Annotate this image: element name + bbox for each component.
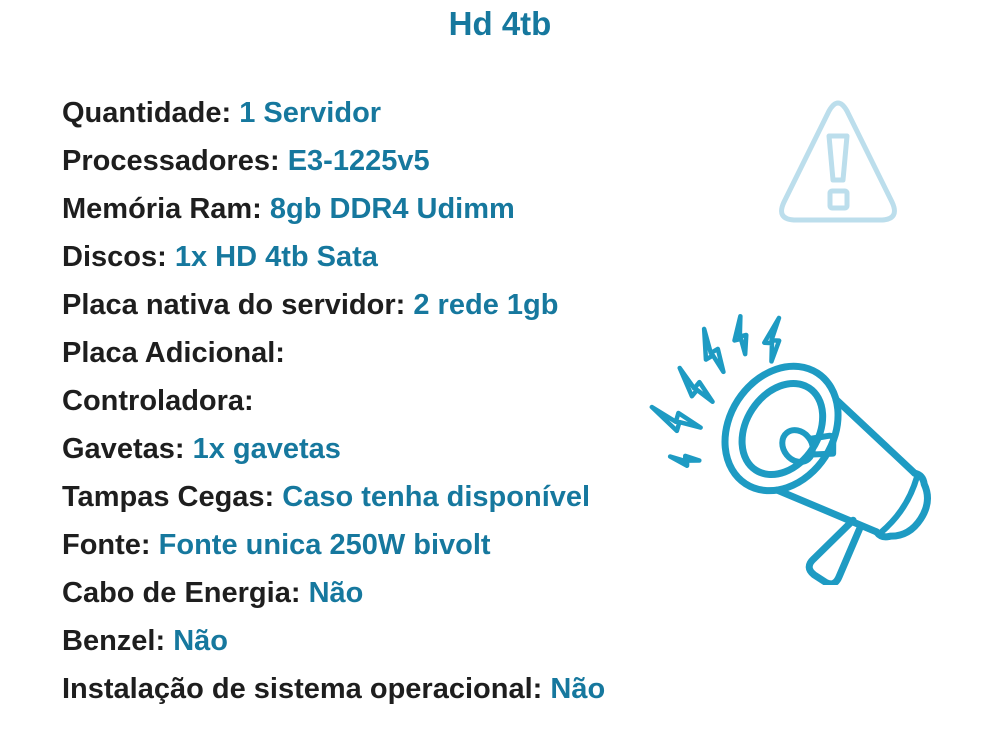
spec-value: 1 Servidor — [239, 97, 382, 129]
megaphone-icon — [645, 295, 945, 585]
spec-line — [62, 473, 605, 521]
spec-value: 1x gavetas — [192, 433, 341, 465]
spec-value: 8gb DDR4 Udimm — [269, 193, 515, 225]
spec-value: E3-1225v5 — [287, 145, 430, 177]
spec-value: 1x HD 4tb Sata — [174, 241, 378, 273]
spec-value: Não — [308, 577, 364, 609]
spec-label: Quantidade: — [62, 97, 232, 129]
spec-line — [62, 329, 605, 377]
spec-label: Discos: — [62, 241, 167, 273]
spec-label: Placa nativa do servidor: — [62, 289, 406, 321]
spec-value: Não — [550, 673, 606, 705]
spec-value: Fonte unica 250W bivolt — [158, 529, 491, 561]
spec-line — [62, 617, 605, 665]
spec-list — [62, 89, 605, 713]
spec-label: Fonte: — [62, 529, 151, 561]
spec-line — [62, 377, 605, 425]
spec-label: Gavetas: — [62, 433, 185, 465]
spec-line — [62, 89, 605, 137]
spec-line — [62, 425, 605, 473]
spec-label: Processadores: — [62, 145, 280, 177]
spec-line — [62, 233, 605, 281]
spec-label: Controladora: — [62, 385, 254, 417]
spec-value: Não — [173, 625, 228, 657]
spec-line — [62, 185, 605, 233]
spec-label: Memória Ram: — [62, 193, 262, 225]
spec-label: Placa Adicional: — [62, 337, 285, 369]
spec-value: Caso tenha disponível — [282, 481, 591, 513]
page-title: Hd 4tb — [448, 5, 552, 42]
spec-label: Benzel: — [62, 625, 166, 657]
spec-label: Cabo de Energia: — [62, 577, 301, 609]
spec-line — [62, 137, 605, 185]
spec-line — [62, 665, 605, 713]
spec-line — [62, 281, 605, 329]
warning-triangle-icon — [770, 86, 910, 243]
spec-label: Tampas Cegas: — [62, 481, 275, 513]
spec-line — [62, 521, 605, 569]
spec-line — [62, 569, 605, 617]
spec-value: 2 rede 1gb — [413, 289, 559, 321]
spec-label: Instalação de sistema operacional: — [62, 673, 543, 705]
